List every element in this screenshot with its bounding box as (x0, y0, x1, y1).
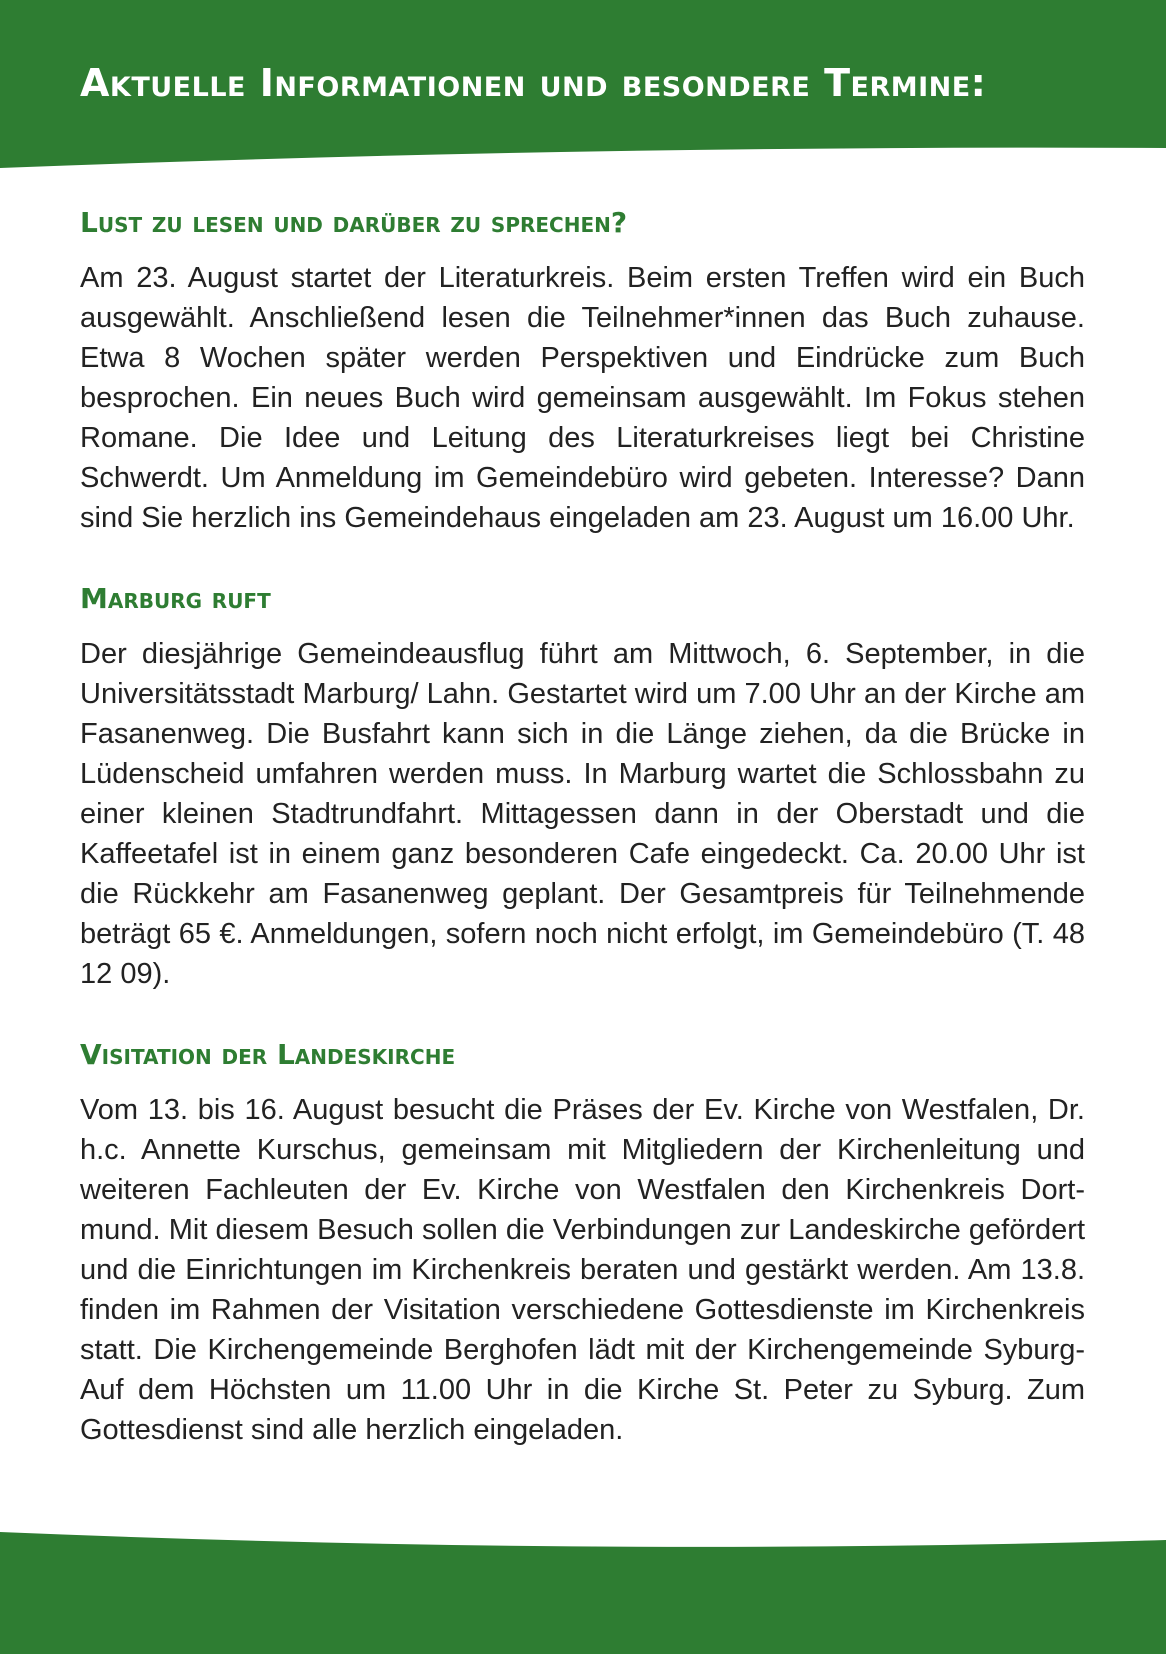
footer-wave-path (0, 1532, 1166, 1654)
section-heading: Lust zu lesen und darüber zu sprechen? (80, 206, 628, 239)
section-literaturkreis (80, 206, 1085, 538)
footer-wave-shape (0, 1522, 1166, 1654)
section-heading: Visitation der Landeskirche (80, 1038, 456, 1071)
section-heading: Marburg ruft (80, 582, 271, 615)
section-visitation (80, 1038, 1085, 1450)
section-body: Am 23. August startet der Literaturkreis. Beim ersten Treffen wird ein Buch ausgewählt. Anschließend lesen die Teilnehmer*innen das Buch zuhause. Etwa 8 Wochen später werden Perspektiven und Eindrücke zum Buch besprochen. Ein neues Buch wird gemeinsam ausgewählt. Im Fokus stehen Romane. Die Idee und Leitung des Literaturkreises liegt bei Christine Schwerdt. Um Anmeldung im Gemeindebüro wird gebeten. Interesse? Dann sind Sie herzlich ins Gemeindehaus eingeladen am 23. August um 16.00 Uhr. (80, 262, 1085, 534)
section-body: Vom 13. bis 16. August besucht die Präses der Ev. Kirche von Westfalen, Dr. h.c. Annette Kurschus, gemeinsam mit Mitgliedern der Kirchenleitung und weiteren Fachleuten der Ev. Kirche von Westfalen den Kirchenkreis Dortmund. Mit diesem Besuch sollen die Verbindungen zur Landeskirche gefördert und die Einrichtungen im Kirchenkreis beraten und gestärkt werden. Am 13.8. finden im Rahmen der Visitation verschiedene Gottesdienste im Kirchenkreis statt. Die Kirchengemeinde Berghofen lädt mit der Kirchengemeinde Syburg-Auf dem Höchsten um 11.00 Uhr in die Kirche St. Peter zu Syburg. Zum Gottesdienst sind alle herzlich eingeladen. (80, 1094, 1085, 1446)
section-marburg (80, 582, 1085, 994)
section-body: Der diesjährige Gemeindeausflug führt am Mittwoch, 6. September, in die Universitätsstadt Marburg/ Lahn. Gestartet wird um 7.00 Uhr an der Kirche am Fasanenweg. Die Busfahrt kann sich in die Länge ziehen, da die Brücke in Lüdenscheid umfahren werden muss. In Marburg wartet die Schlossbahn zu einer kleinen Stadtrundfahrt. Mittagessen dann in der Oberstadt und die Kaffeetafel ist in einem ganz besonderen Cafe eingedeckt. Ca. 20.00 Uhr ist die Rückkehr am Fasanenweg geplant. Der Gesamtpreis für Teilnehmende beträgt 65 €. Anmeldungen, sofern noch nicht erfolgt, im Gemeindebüro (T. 48 12 09). (80, 638, 1085, 990)
article-content (80, 206, 1085, 1450)
footer-band (0, 1522, 1166, 1654)
page-title: Aktuelle Informationen und besondere Termine: (80, 61, 987, 105)
